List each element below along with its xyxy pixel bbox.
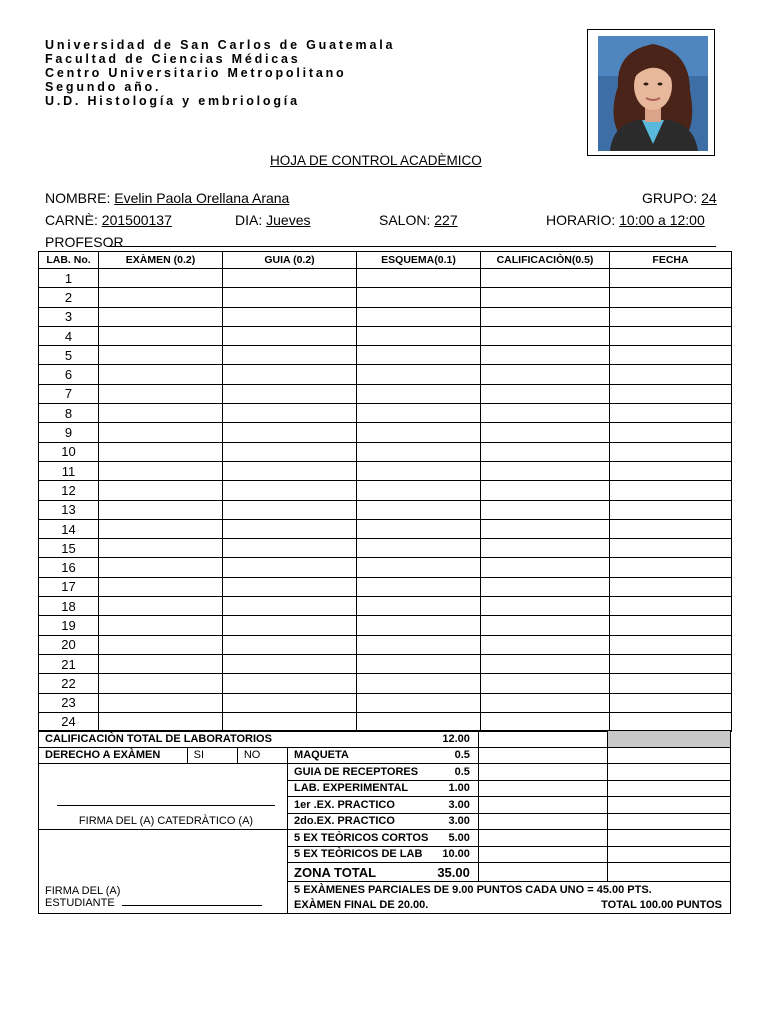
examen-cell[interactable]: [99, 597, 223, 616]
lab-experimental-fecha-cell[interactable]: [608, 780, 731, 797]
examen-cell[interactable]: [99, 346, 223, 365]
examen-cell[interactable]: [99, 674, 223, 693]
salon-field: [379, 212, 458, 228]
esquema-cell[interactable]: [357, 577, 481, 596]
table-row: [39, 539, 732, 558]
lab-number-cell: 20: [39, 635, 99, 654]
maqueta-grade-cell[interactable]: [478, 747, 608, 764]
table-row: [39, 269, 732, 288]
examen-cell[interactable]: [99, 712, 223, 731]
calificacion-cell[interactable]: [481, 500, 610, 519]
primer-practico-value: 3.00: [448, 798, 470, 811]
guia-cell[interactable]: [223, 481, 357, 500]
profesor-label: PROFESOR: [45, 234, 124, 250]
item-label-cell: [288, 846, 479, 863]
examen-cell[interactable]: [99, 404, 223, 423]
table-row: [39, 712, 732, 731]
grupo-label: GRUPO:: [642, 190, 698, 206]
zona-total-grade-cell[interactable]: [478, 863, 608, 882]
header-esquema: ESQUEMA(0.1): [357, 252, 481, 269]
calificacion-cell[interactable]: [481, 674, 610, 693]
examen-cell[interactable]: [99, 481, 223, 500]
zona-total-value: 35.00: [437, 864, 470, 880]
segundo-practico-fecha-cell[interactable]: [608, 813, 731, 830]
lab-number-cell: 10: [39, 442, 99, 461]
sheet-title: HOJA DE CONTROL ACADÈMICO: [270, 153, 482, 168]
item-label-cell: [288, 797, 479, 814]
teoricos-lab-label: 5 EX TEÒRICOS DE LAB: [294, 848, 423, 861]
calificacion-cell[interactable]: [481, 577, 610, 596]
esquema-cell[interactable]: [357, 404, 481, 423]
examen-cell[interactable]: [99, 616, 223, 635]
segundo-practico-label: 2do.EX. PRACTICO: [294, 815, 395, 828]
esquema-cell[interactable]: [357, 635, 481, 654]
fecha-cell[interactable]: [610, 674, 732, 693]
calificacion-cell[interactable]: [481, 481, 610, 500]
guia-cell[interactable]: [223, 365, 357, 384]
table-row: [39, 442, 732, 461]
calificacion-cell[interactable]: [481, 423, 610, 442]
calificacion-cell[interactable]: [481, 597, 610, 616]
esquema-cell[interactable]: [357, 519, 481, 538]
examen-cell[interactable]: [99, 654, 223, 673]
fecha-cell[interactable]: [610, 712, 732, 731]
final-label: EXÀMEN FINAL DE 20.00.: [294, 899, 429, 912]
total-lab-label: CALIFICACIÒN TOTAL DE LABORATORIOS: [45, 732, 272, 745]
fecha-cell[interactable]: [610, 307, 732, 326]
lab-number-cell: 24: [39, 712, 99, 731]
dia-value: Jueves: [266, 212, 311, 228]
examen-cell[interactable]: [99, 326, 223, 345]
student-photo: [587, 29, 715, 156]
lab-number-cell: 13: [39, 500, 99, 519]
lab-experimental-grade-cell[interactable]: [478, 780, 608, 797]
esquema-cell[interactable]: [357, 346, 481, 365]
segundo-practico-value: 3.00: [448, 815, 470, 828]
guia-cell[interactable]: [223, 674, 357, 693]
lab-experimental-label: LAB. EXPERIMENTAL: [294, 782, 409, 795]
lab-experimental-value: 1.00: [448, 782, 470, 795]
guia-cell[interactable]: [223, 500, 357, 519]
esquema-cell[interactable]: [357, 558, 481, 577]
teoricos-cortos-value: 5.00: [448, 831, 470, 844]
calificacion-cell[interactable]: [481, 269, 610, 288]
table-row: [39, 674, 732, 693]
firma-catedratico-label: FIRMA DEL (A) CATEDRÀTICO (A): [78, 815, 254, 827]
guia-cell[interactable]: [223, 712, 357, 731]
esquema-cell[interactable]: [357, 616, 481, 635]
table-row: [39, 654, 732, 673]
lab-number-cell: 18: [39, 597, 99, 616]
esquema-cell[interactable]: [357, 269, 481, 288]
lab-number-cell: 7: [39, 384, 99, 403]
header-guia: GUIA (0.2): [223, 252, 357, 269]
guia-receptores-grade-cell[interactable]: [478, 764, 608, 781]
lab-number-cell: 12: [39, 481, 99, 500]
calificacion-cell[interactable]: [481, 539, 610, 558]
lab-number-cell: 11: [39, 461, 99, 480]
calificacion-cell[interactable]: [481, 384, 610, 403]
teoricos-lab-grade-cell[interactable]: [478, 846, 608, 863]
maqueta-value: 0.5: [454, 749, 470, 762]
examen-cell[interactable]: [99, 365, 223, 384]
lab-number-cell: 9: [39, 423, 99, 442]
guia-cell[interactable]: [223, 423, 357, 442]
fecha-cell[interactable]: [610, 288, 732, 307]
table-row: [39, 288, 732, 307]
header-lab-no: LAB. No.: [39, 252, 99, 269]
guia-cell[interactable]: [223, 461, 357, 480]
esquema-cell[interactable]: [357, 423, 481, 442]
zona-total-fecha-cell[interactable]: [608, 863, 731, 882]
institution-header: [45, 38, 395, 108]
guia-cell[interactable]: [223, 384, 357, 403]
examen-cell[interactable]: [99, 269, 223, 288]
guia-receptores-fecha-cell[interactable]: [608, 764, 731, 781]
header-year: Segundo año.: [45, 80, 162, 94]
examen-cell[interactable]: [99, 461, 223, 480]
guia-cell[interactable]: [223, 288, 357, 307]
fecha-cell[interactable]: [610, 346, 732, 365]
segundo-practico-grade-cell[interactable]: [478, 813, 608, 830]
header-unit: U.D. Histología y embriología: [45, 94, 300, 108]
table-row: [39, 577, 732, 596]
examen-cell[interactable]: [99, 423, 223, 442]
lab-number-cell: 1: [39, 269, 99, 288]
horario-value: 10:00 a 12:00: [619, 212, 705, 228]
examen-cell[interactable]: [99, 500, 223, 519]
teoricos-cortos-fecha-cell[interactable]: [608, 830, 731, 847]
esquema-cell[interactable]: [357, 500, 481, 519]
profesor-field-line[interactable]: [108, 246, 716, 247]
esquema-cell[interactable]: [357, 307, 481, 326]
guia-cell[interactable]: [223, 539, 357, 558]
guia-cell[interactable]: [223, 558, 357, 577]
guia-cell[interactable]: [223, 307, 357, 326]
parciales-cell: 5 EXÀMENES PARCIALES DE 9.00 PUNTOS CADA UNO = 45.00 PTS.: [288, 882, 731, 898]
esquema-cell[interactable]: [357, 461, 481, 480]
table-row: [39, 365, 732, 384]
esquema-cell[interactable]: [357, 442, 481, 461]
fecha-cell[interactable]: [610, 326, 732, 345]
dia-label: DIA:: [235, 212, 263, 228]
fecha-cell[interactable]: [610, 365, 732, 384]
examen-cell[interactable]: [99, 519, 223, 538]
lab-number-cell: 21: [39, 654, 99, 673]
examen-cell[interactable]: [99, 442, 223, 461]
table-row: [39, 519, 732, 538]
calificacion-cell[interactable]: [481, 461, 610, 480]
calificacion-cell[interactable]: [481, 365, 610, 384]
firma-estudiante-label-2: ESTUDIANTE: [45, 897, 115, 909]
item-label-cell: [288, 780, 479, 797]
fecha-cell[interactable]: [610, 539, 732, 558]
final-cell: [288, 898, 731, 914]
esquema-cell[interactable]: [357, 365, 481, 384]
fecha-cell[interactable]: [610, 635, 732, 654]
fecha-cell[interactable]: [610, 654, 732, 673]
table-row: [39, 635, 732, 654]
student-portrait-image: [598, 36, 708, 151]
maqueta-label: MAQUETA: [294, 749, 349, 762]
calificacion-cell[interactable]: [481, 519, 610, 538]
table-row: [39, 404, 732, 423]
esquema-cell[interactable]: [357, 384, 481, 403]
lab-number-cell: 14: [39, 519, 99, 538]
calificacion-cell[interactable]: [481, 635, 610, 654]
salon-value: 227: [434, 212, 458, 228]
examen-cell[interactable]: [99, 558, 223, 577]
zona-total-cell: [288, 863, 479, 882]
derecho-row: [39, 747, 731, 764]
teoricos-cortos-row: [39, 830, 731, 847]
nombre-field: [45, 190, 289, 206]
header-calificacion: CALIFICACIÒN(0.5): [481, 252, 610, 269]
calificacion-cell[interactable]: [481, 712, 610, 731]
total-lab-value: 12.00: [442, 732, 470, 745]
dia-field: [235, 212, 310, 228]
maqueta-fecha-cell[interactable]: [608, 747, 731, 764]
fecha-cell[interactable]: [610, 442, 732, 461]
firma-estudiante-cell: [39, 830, 288, 914]
fecha-cell[interactable]: [610, 500, 732, 519]
lab-grades-table: [38, 251, 732, 732]
calificacion-cell[interactable]: [481, 288, 610, 307]
guia-cell[interactable]: [223, 693, 357, 712]
total-lab-cell: [39, 731, 479, 748]
guia-cell[interactable]: [223, 404, 357, 423]
fecha-cell[interactable]: [610, 269, 732, 288]
carne-field: [45, 212, 172, 228]
examen-cell[interactable]: [99, 693, 223, 712]
total-lab-row: [39, 731, 731, 748]
item-label-cell: [288, 813, 479, 830]
table-row: [39, 384, 732, 403]
item-label-cell: [288, 764, 479, 781]
teoricos-cortos-label: 5 EX TEÒRICOS CORTOS: [294, 831, 429, 844]
item-label-cell: [288, 747, 479, 764]
esquema-cell[interactable]: [357, 288, 481, 307]
fecha-cell[interactable]: [610, 404, 732, 423]
teoricos-lab-fecha-cell[interactable]: [608, 846, 731, 863]
lab-number-cell: 6: [39, 365, 99, 384]
summary-table: [38, 730, 731, 914]
firma-catedratico-line[interactable]: [57, 805, 275, 806]
table-header-row: [39, 252, 732, 269]
derecho-si[interactable]: SI: [187, 747, 237, 764]
calificacion-cell[interactable]: [481, 346, 610, 365]
carne-value: 201500137: [101, 212, 172, 228]
total-lab-gray-cell: [608, 731, 731, 748]
guia-cell[interactable]: [223, 635, 357, 654]
table-row: [39, 307, 732, 326]
esquema-cell[interactable]: [357, 597, 481, 616]
carne-label: CARNÈ:: [45, 212, 98, 228]
guia-cell[interactable]: [223, 654, 357, 673]
guia-cell[interactable]: [223, 577, 357, 596]
calificacion-cell[interactable]: [481, 404, 610, 423]
calificacion-cell[interactable]: [481, 307, 610, 326]
fecha-cell[interactable]: [610, 461, 732, 480]
header-examen: EXÀMEN (0.2): [99, 252, 223, 269]
lab-number-cell: 16: [39, 558, 99, 577]
firma-estudiante-label-1: FIRMA DEL (A): [45, 885, 121, 897]
guia-cell[interactable]: [223, 442, 357, 461]
calificacion-cell[interactable]: [481, 442, 610, 461]
lab-number-cell: 4: [39, 326, 99, 345]
guia-cell[interactable]: [223, 269, 357, 288]
esquema-cell[interactable]: [357, 539, 481, 558]
salon-label: SALON:: [379, 212, 431, 228]
guia-receptores-value: 0.5: [454, 765, 470, 778]
header-center: Centro Universitario Metropolitano: [45, 66, 347, 80]
total-puntos: TOTAL 100.00 PUNTOS: [601, 899, 722, 912]
table-row: [39, 500, 732, 519]
header-faculty: Facultad de Ciencias Médicas: [45, 52, 301, 66]
calificacion-cell[interactable]: [481, 693, 610, 712]
guia-cell[interactable]: [223, 346, 357, 365]
examen-cell[interactable]: [99, 307, 223, 326]
esquema-cell[interactable]: [357, 693, 481, 712]
derecho-no[interactable]: NO: [237, 747, 287, 764]
firma-estudiante-line[interactable]: [122, 905, 262, 906]
guia-cell[interactable]: [223, 616, 357, 635]
calificacion-cell[interactable]: [481, 654, 610, 673]
firma-catedratico-cell: [39, 764, 288, 830]
nombre-label: NOMBRE:: [45, 190, 111, 206]
guia-cell[interactable]: [223, 326, 357, 345]
teoricos-cortos-grade-cell[interactable]: [478, 830, 608, 847]
header-fecha: FECHA: [610, 252, 732, 269]
table-row: [39, 616, 732, 635]
lab-number-cell: 15: [39, 539, 99, 558]
guia-receptores-row: [39, 764, 731, 781]
fecha-cell[interactable]: [610, 481, 732, 500]
fecha-cell[interactable]: [610, 693, 732, 712]
table-row: [39, 326, 732, 345]
nombre-value: Evelin Paola Orellana Arana: [114, 190, 290, 206]
table-row: [39, 423, 732, 442]
item-label-cell: [288, 830, 479, 847]
lab-number-cell: 22: [39, 674, 99, 693]
esquema-cell[interactable]: [357, 481, 481, 500]
table-row: [39, 481, 732, 500]
derecho-label: DERECHO A EXÀMEN: [39, 747, 188, 764]
examen-cell[interactable]: [99, 635, 223, 654]
table-row: [39, 693, 732, 712]
lab-number-cell: 17: [39, 577, 99, 596]
table-row: [39, 558, 732, 577]
header-university: Universidad de San Carlos de Guatemala: [45, 38, 396, 52]
esquema-cell[interactable]: [357, 326, 481, 345]
calificacion-cell[interactable]: [481, 616, 610, 635]
teoricos-lab-value: 10.00: [442, 848, 470, 861]
primer-practico-label: 1er .EX. PRACTICO: [294, 798, 395, 811]
lab-number-cell: 3: [39, 307, 99, 326]
esquema-cell[interactable]: [357, 712, 481, 731]
fecha-cell[interactable]: [610, 616, 732, 635]
examen-cell[interactable]: [99, 539, 223, 558]
fecha-cell[interactable]: [610, 577, 732, 596]
guia-cell[interactable]: [223, 597, 357, 616]
primer-practico-grade-cell[interactable]: [478, 797, 608, 814]
zona-total-label: ZONA TOTAL: [294, 864, 377, 880]
calificacion-cell[interactable]: [481, 326, 610, 345]
lab-number-cell: 2: [39, 288, 99, 307]
examen-cell[interactable]: [99, 577, 223, 596]
examen-cell[interactable]: [99, 384, 223, 403]
examen-cell[interactable]: [99, 288, 223, 307]
grupo-field: [642, 190, 717, 206]
total-lab-grade-cell[interactable]: [478, 731, 608, 748]
table-row: [39, 597, 732, 616]
primer-practico-fecha-cell[interactable]: [608, 797, 731, 814]
fecha-cell[interactable]: [610, 558, 732, 577]
guia-receptores-label: GUIA DE RECEPTORES: [294, 765, 419, 778]
grupo-value: 24: [701, 190, 717, 206]
fecha-cell[interactable]: [610, 384, 732, 403]
lab-number-cell: 5: [39, 346, 99, 365]
table-row: [39, 461, 732, 480]
lab-number-cell: 23: [39, 693, 99, 712]
horario-label: HORARIO:: [546, 212, 616, 228]
fecha-cell[interactable]: [610, 423, 732, 442]
esquema-cell[interactable]: [357, 654, 481, 673]
lab-number-cell: 19: [39, 616, 99, 635]
lab-number-cell: 8: [39, 404, 99, 423]
horario-field: [546, 212, 705, 228]
fecha-cell[interactable]: [610, 519, 732, 538]
fecha-cell[interactable]: [610, 597, 732, 616]
esquema-cell[interactable]: [357, 674, 481, 693]
table-row: [39, 346, 732, 365]
calificacion-cell[interactable]: [481, 558, 610, 577]
guia-cell[interactable]: [223, 519, 357, 538]
